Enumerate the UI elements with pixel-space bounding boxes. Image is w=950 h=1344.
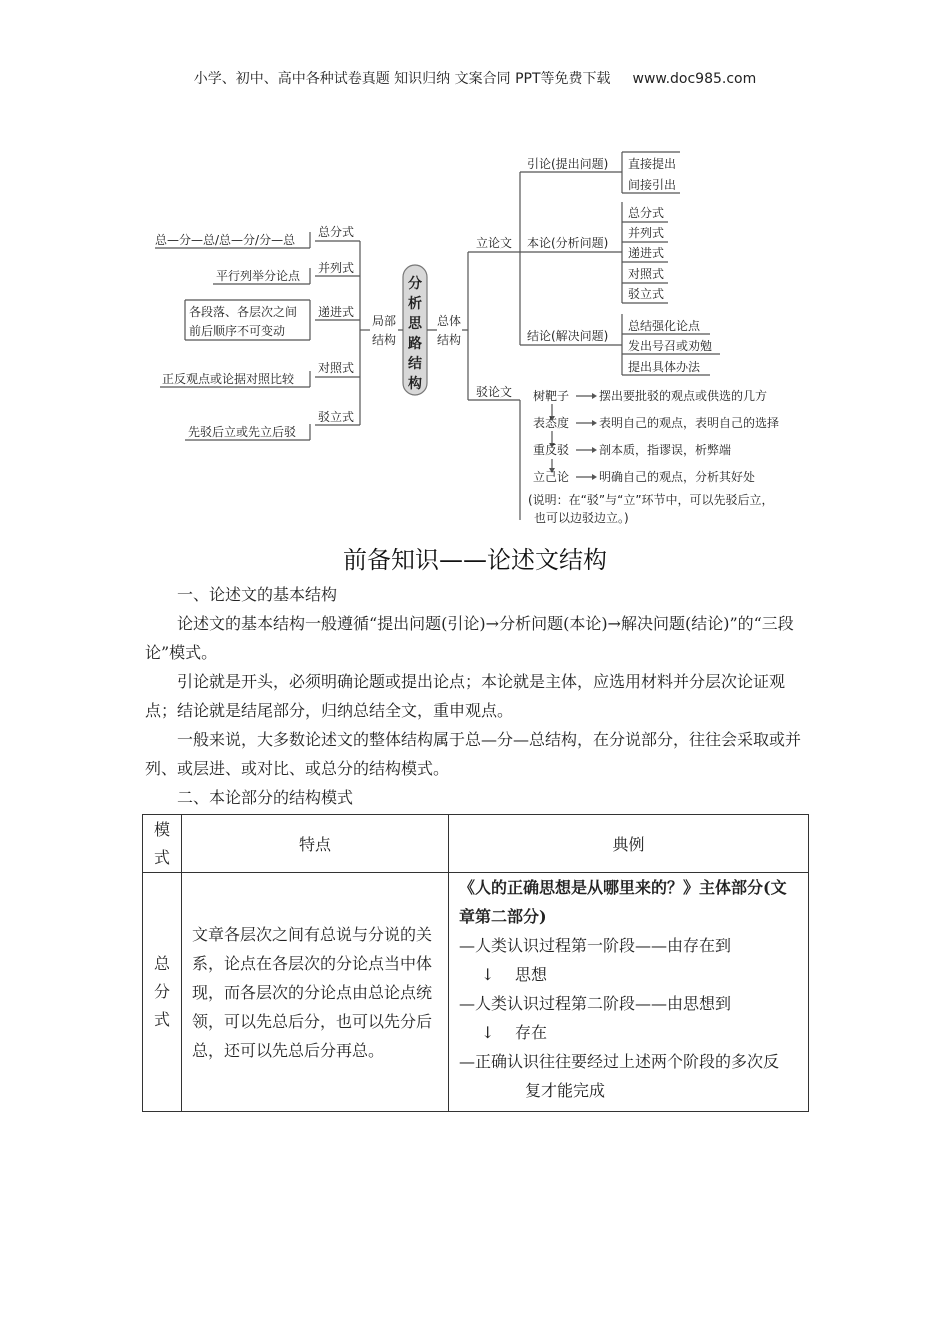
header-mode-char: 模 bbox=[153, 819, 170, 839]
benlun-label: 本论(分析问题) bbox=[527, 236, 609, 250]
left-type: 递进式 bbox=[318, 305, 355, 319]
benlun-item: 对照式 bbox=[628, 267, 665, 281]
section-heading: 二、本论部分的结构模式 bbox=[177, 788, 354, 807]
header-example: 典例 bbox=[449, 815, 809, 873]
bolun-desc: 明确自己的观点，分析其好处 bbox=[599, 470, 756, 484]
section-heading: 一、论述文的基本结构 bbox=[177, 585, 338, 604]
example-line-text: 思想 bbox=[515, 965, 548, 984]
left-type: 并列式 bbox=[318, 261, 355, 275]
example-line-text: 存在 bbox=[515, 1023, 548, 1042]
center-char: 思 bbox=[408, 316, 422, 332]
bolun-step: 立己论 bbox=[533, 470, 570, 484]
center-char: 分 bbox=[408, 276, 422, 292]
structure-mindmap bbox=[0, 140, 950, 535]
header-feature: 特点 bbox=[182, 815, 449, 873]
header-site: www.doc985.com bbox=[632, 71, 757, 87]
yinlun-item: 直接提出 bbox=[628, 157, 677, 171]
benlun-item: 递进式 bbox=[628, 246, 665, 260]
example-line bbox=[459, 960, 802, 989]
example-line: —人类认识过程第二阶段——由思想到 bbox=[459, 994, 732, 1013]
left-type: 总分式 bbox=[318, 225, 355, 239]
paragraph: 论述文的基本结构一般遵循“提出问题(引论)→分析问题(本论)→解决问题(结论)”的“三段论”模式。 bbox=[145, 614, 794, 662]
left-desc: 总—分—总/总—分/分—总 bbox=[155, 233, 296, 247]
header-mode bbox=[143, 815, 182, 873]
jielun-item: 提出具体办法 bbox=[628, 360, 701, 374]
center-char: 析 bbox=[408, 296, 422, 312]
header-mode-char: 式 bbox=[153, 847, 170, 867]
down-arrow-icon: ↓ bbox=[481, 965, 495, 984]
benlun-item: 驳立式 bbox=[628, 287, 665, 301]
table-header-row bbox=[143, 815, 809, 873]
bolun-step: 树靶子 bbox=[533, 389, 570, 403]
bolun-step: 重反驳 bbox=[533, 443, 570, 457]
jielun-item: 总结强化论点 bbox=[628, 319, 701, 333]
table-row bbox=[143, 873, 809, 1112]
paragraph: 一般来说，大多数论述文的整体结构属于总—分—总结构，在分说部分，往往会采取或并列、或层进、或对比、或总分的结构模式。 bbox=[145, 730, 802, 778]
left-desc: 前后顺序不可变动 bbox=[189, 324, 286, 338]
overall-structure-label: 总体 bbox=[437, 314, 462, 328]
row-mode bbox=[143, 873, 182, 1112]
benlun-item: 并列式 bbox=[628, 226, 665, 240]
left-desc: 正反观点或论据对照比较 bbox=[162, 372, 295, 386]
left-desc: 先驳后立或先立后驳 bbox=[188, 425, 297, 439]
header-text: 小学、初中、高中各种试卷真题 知识归纳 文案合同 PPT等免费下载 bbox=[193, 71, 611, 87]
example-line: 复才能完成 bbox=[525, 1081, 606, 1100]
left-desc: 平行列举分论点 bbox=[216, 269, 301, 283]
local-structure-label: 结构 bbox=[372, 333, 397, 347]
structure-table bbox=[142, 814, 809, 1112]
left-desc: 各段落、各层次之间 bbox=[189, 305, 298, 319]
example-line: —人类认识过程第一阶段——由存在到 bbox=[459, 936, 732, 955]
row-mode-char: 分 bbox=[153, 982, 170, 1001]
bolun-desc: 剖本质，指谬误，析弊端 bbox=[599, 443, 732, 457]
paragraph: 引论就是开头，必须明确论题或提出论点；本论就是主体，应选用材料并分层次论证观点；结论就是结尾部分，归纳总结全文，重申观点。 bbox=[145, 672, 786, 720]
row-example bbox=[449, 873, 809, 1112]
row-mode-char: 总 bbox=[153, 954, 170, 973]
example-line: —正确认识往往要经过上述两个阶段的多次反 bbox=[459, 1052, 780, 1071]
page-title: 前备知识——论述文结构 bbox=[343, 546, 607, 574]
example-title: 《人的正确思想是从哪里来的？》主体部分(文章第二部分) bbox=[459, 878, 787, 926]
center-char: 结 bbox=[408, 356, 422, 372]
bolun-step: 表态度 bbox=[533, 416, 570, 430]
center-char: 路 bbox=[408, 336, 422, 352]
left-type: 驳立式 bbox=[318, 410, 355, 424]
bolun-note: 也可以边驳边立。) bbox=[534, 511, 629, 525]
jielun-label: 结论(解决问题) bbox=[527, 329, 609, 343]
benlun-item: 总分式 bbox=[628, 206, 665, 220]
bolun-desc: 摆出要批驳的观点或供选的几方 bbox=[599, 389, 768, 403]
left-type: 对照式 bbox=[318, 361, 355, 375]
example-line bbox=[459, 1018, 802, 1047]
jielun-item: 发出号召或劝勉 bbox=[628, 339, 713, 353]
page-header bbox=[0, 68, 950, 88]
bolun-label: 驳论文 bbox=[476, 385, 513, 399]
yinlun-label: 引论(提出问题) bbox=[527, 157, 609, 171]
bolun-note: (说明：在“驳”与“立”环节中，可以先驳后立， bbox=[528, 493, 774, 507]
yinlun-item: 间接引出 bbox=[628, 178, 677, 192]
local-structure-label: 局部 bbox=[372, 314, 397, 328]
row-mode-char: 式 bbox=[153, 1010, 170, 1029]
overall-structure-label: 结构 bbox=[437, 333, 462, 347]
center-char: 构 bbox=[408, 376, 422, 392]
lilun-label: 立论文 bbox=[476, 236, 513, 250]
row-feature: 文章各层次之间有总说与分说的关系，论点在各层次的分论点当中体现，而各层次的分论点由总论点统领，可以先总后分，也可以先分后总，还可以先总后分再总。 bbox=[182, 873, 449, 1112]
down-arrow-icon: ↓ bbox=[481, 1023, 495, 1042]
bolun-desc: 表明自己的观点，表明自己的选择 bbox=[599, 416, 780, 430]
